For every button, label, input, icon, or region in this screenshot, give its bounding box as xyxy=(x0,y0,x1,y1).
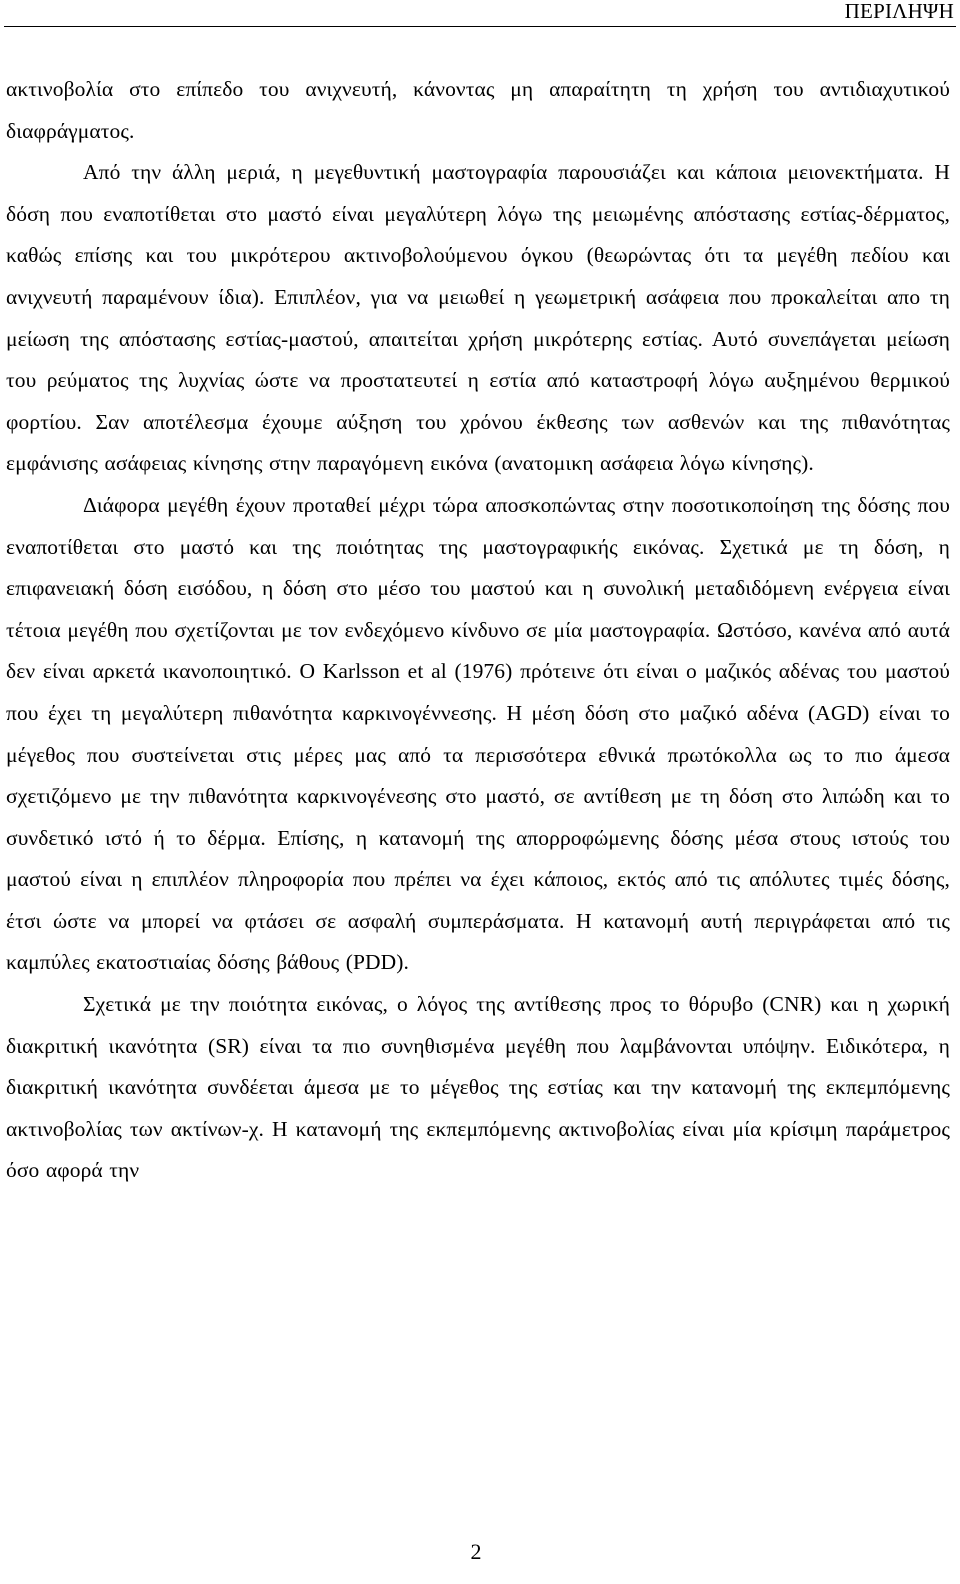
page-number: 2 xyxy=(470,1539,482,1564)
paragraph-1: ακτινοβολία στο επίπεδο του ανιχνευτή, κάνοντας μη απαραίτητη τη χρήση του αντιδιαχυτικού διαφράγματος. xyxy=(6,77,950,143)
body-text xyxy=(6,69,950,1192)
paragraph-2: Από την άλλη μεριά, η μεγεθυντική μαστογραφία παρουσιάζει και κάποια μειονεκτήματα. Η δόση που εναποτίθεται στο μαστό είναι μεγαλύτερη λόγω της μειωμένης απόστασης εστίας-δέρματος, καθώς επίσης και του μικρότερου ακτινοβολούμενου όγκου (θεωρώντας ότι τα μεγέθη πεδίου και ανιχνευτή παραμένουν ίδια). Επιπλέον, για να μειωθεί η γεωμετρική ασάφεια που προκαλείται απο τη μείωση της απόστασης εστίας-μαστού, απαιτείται χρήση μικρότερης εστίας. Αυτό συνεπάγεται μείωση του ρεύματος της λυχνίας ώστε να προστατευτεί η εστία από καταστροφή λόγω αυξημένου θερμικού φορτίου. Σαν αποτέλεσμα έχουμε αύξηση του χρόνου έκθεσης των ασθενών και της πιθανότητας εμφάνισης ασάφειας κίνησης στην παραγόμενη εικόνα (ανατομικη ασάφεια λόγω κίνησης). xyxy=(6,160,950,476)
paragraph-4: Σχετικά με την ποιότητα εικόνας, ο λόγος της αντίθεσης προς το θόρυβο (CNR) και η χωρική διακριτική ικανότητα (SR) είναι τα πιο συνηθισμένα μεγέθη που λαμβάνονται υπόψην. Ειδικότερα, η διακριτική ικανότητα συνδέεται άμεσα με το μέγεθος της εστίας και την κατανομή της εκπεμπόμενης ακτινοβολίας των ακτίνων-χ. Η κατανομή της εκπεμπόμενης ακτινοβολίας είναι μία κρίσιμη παράμετρος όσο αφορά την xyxy=(6,992,950,1183)
page-header xyxy=(4,0,956,27)
header-title: ΠΕΡΙΛΗΨΗ xyxy=(844,0,954,23)
paragraph-3: Διάφορα μεγέθη έχουν προταθεί μέχρι τώρα αποσκοπώντας στην ποσοτικοποίηση της δόσης που εναποτίθεται στο μαστό και της ποιότητας της μαστογραφικής εικόνας. Σχετικά με τη δόση, η επιφανειακή δόση εισόδου, η δόση στο μέσο του μαστού και η συνολική μεταδιδόμενη ενέργεια είναι τέτοια μεγέθη που σχετίζονται με τον ενδεχόμενο κίνδυνο σε μία μαστογραφία. Ωστόσο, κανένα από αυτά δεν είναι αρκετά ικανοποιητικό. Ο Karlsson et al (1976) πρότεινε ότι είναι ο μαζικός αδένας του μαστού που έχει τη μεγαλύτερη πιθανότητα καρκινογέννεσης. Η μέση δόση στο μαζικό αδένα (AGD) είναι το μέγεθος που συστείνεται στις μέρες μας από τα περισσότερα εθνικά πρωτόκολλα ως το πιο άμεσα σχετιζόμενο με την πιθανότητα καρκινογένεσης στο μαστό, σε αντίθεση με τη δόση στο λιπώδη και το συνδετικό ιστό ή το δέρμα. Επίσης, η κατανομή της απορροφώμενης δόσης μέσα στους ιστούς του μαστού είναι η επιπλέον πληροφορία που πρέπει να έχει κάποιος, εκτός από τις απόλυτες τιμές δόσης, έτσι ώστε να μπορεί να φτάσει σε ασφαλή συμπεράσματα. Η κατανομή αυτή περιγράφεται από τις καμπύλες εκατοστιαίας δόσης βάθους (PDD). xyxy=(6,492,950,975)
